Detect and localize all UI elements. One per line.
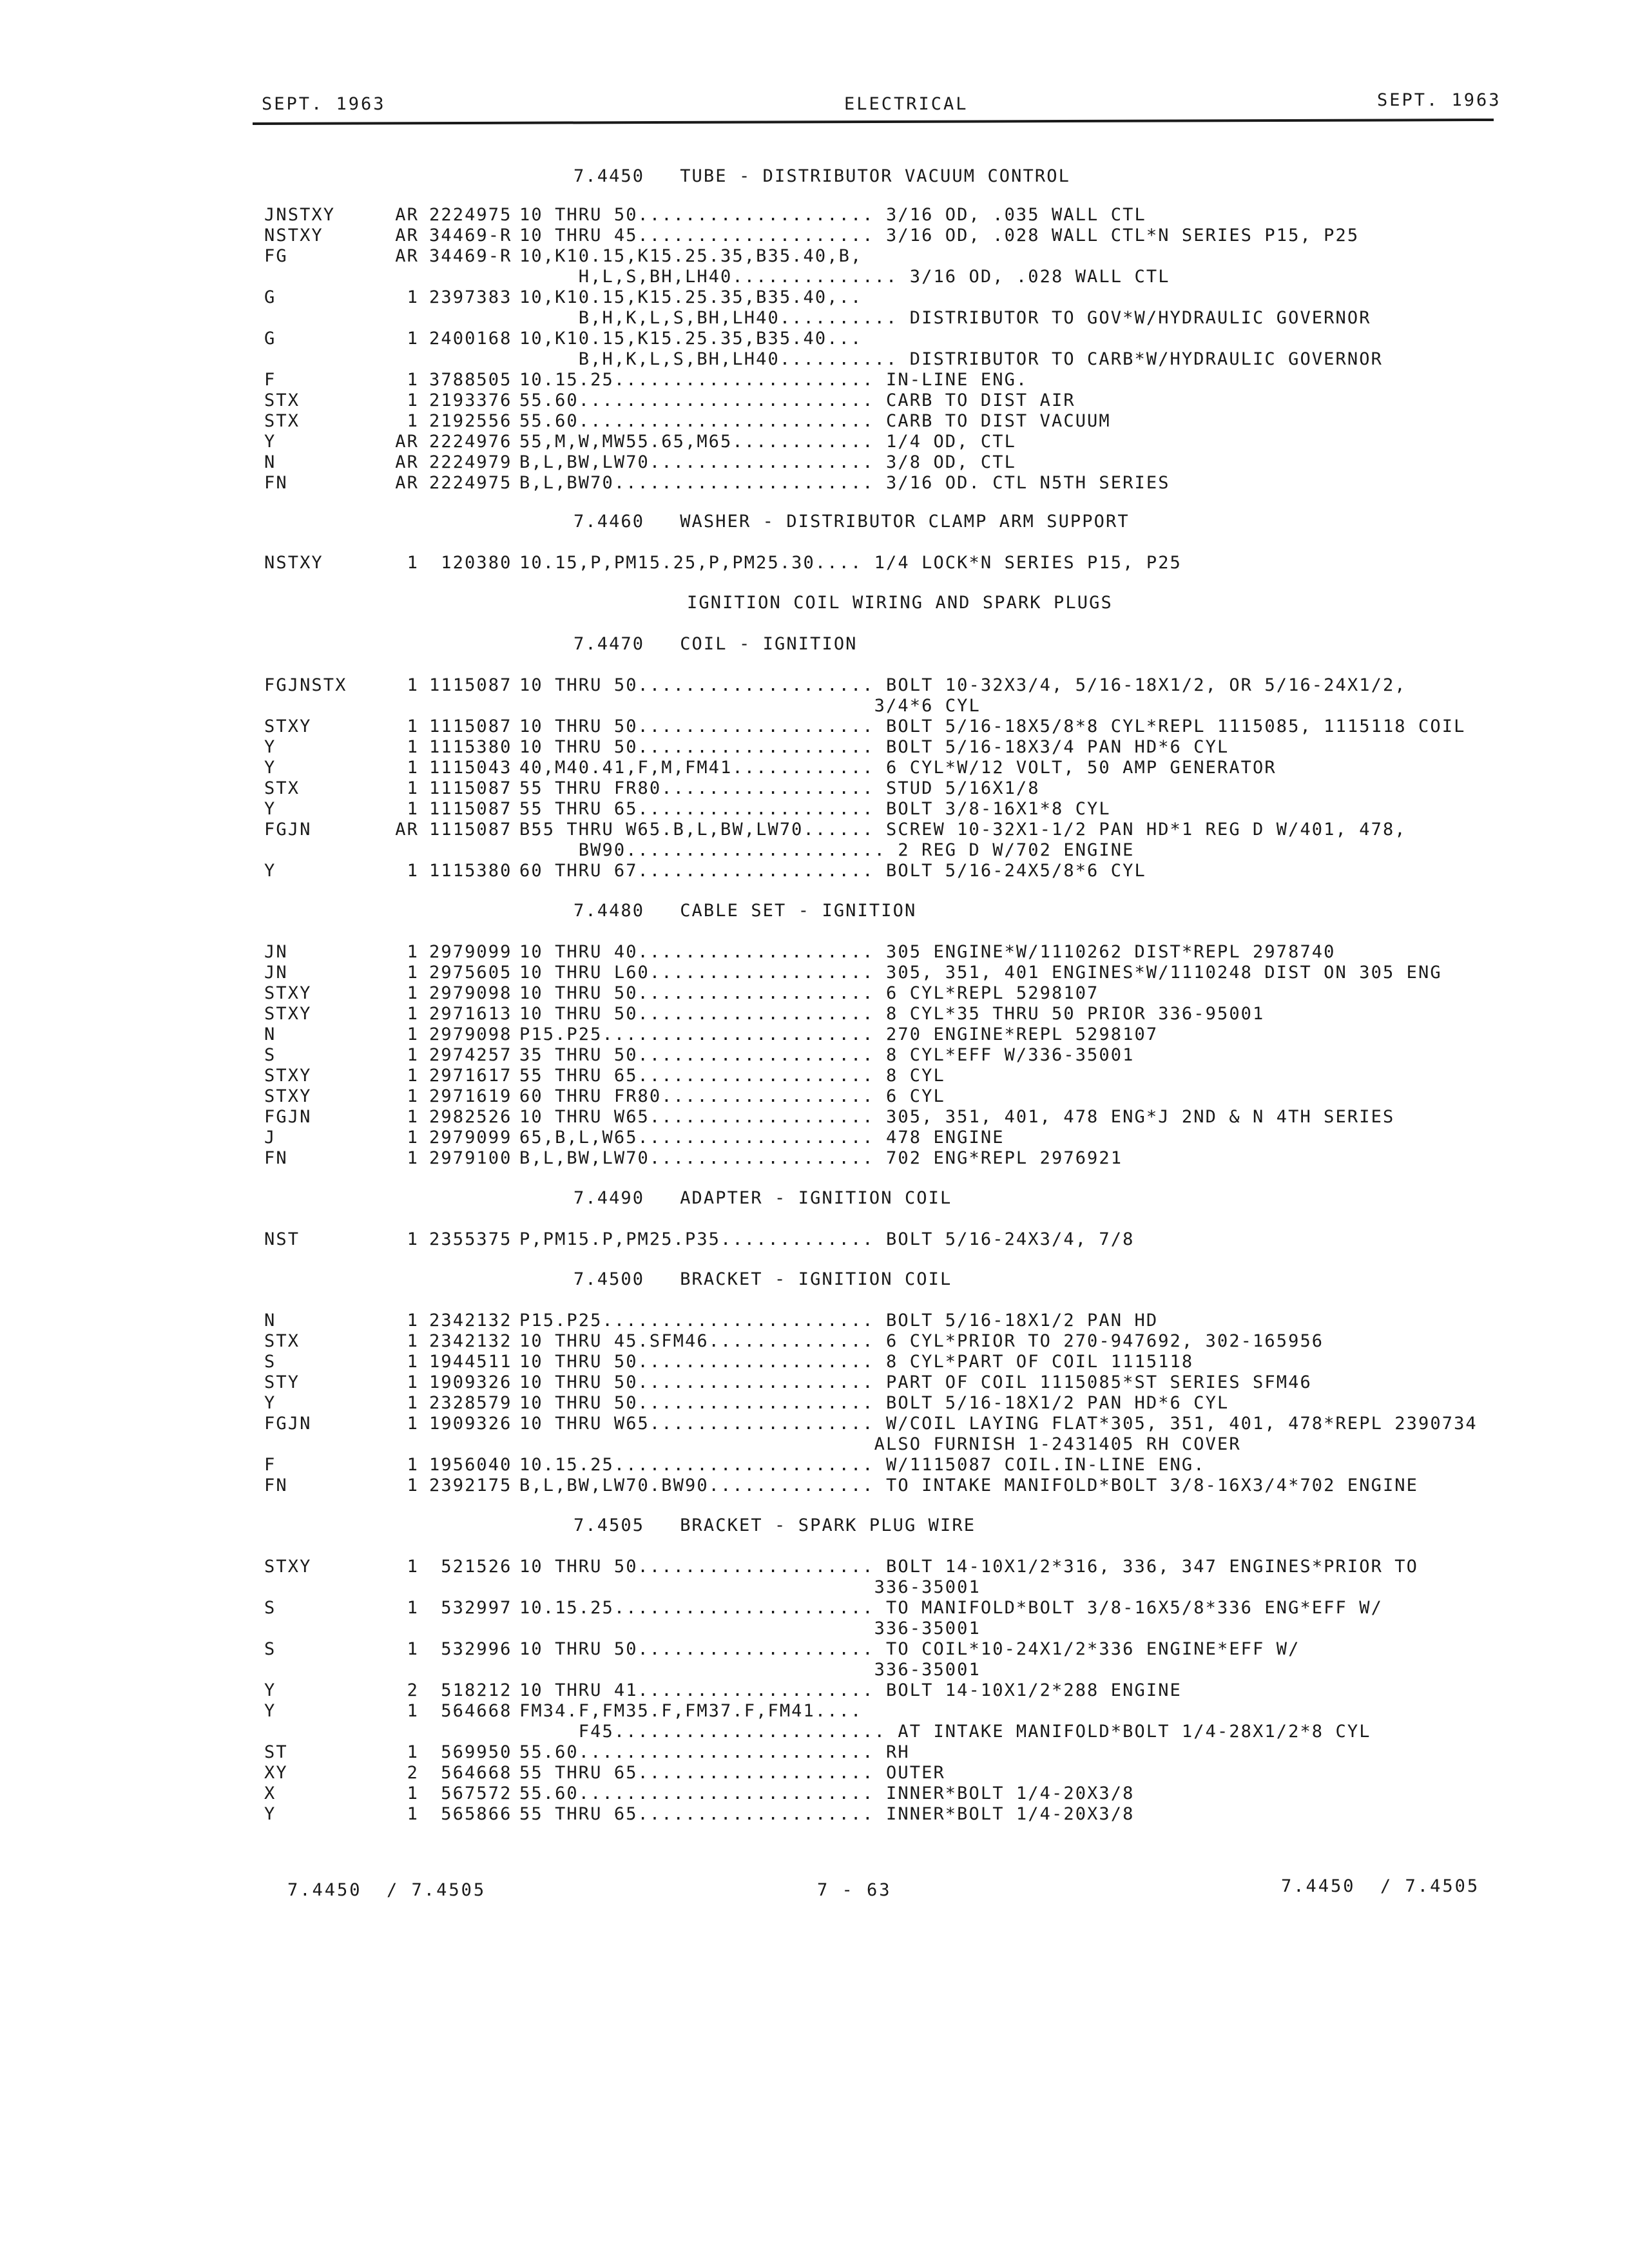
part-number: 518212 xyxy=(441,1680,512,1700)
usage-description: 10 THRU 50.................... PART OF COIL 1115085*ST SERIES SFM46 xyxy=(519,1372,1312,1392)
usage-description: B,L,BW,LW70................... 3/8 OD, CTL xyxy=(519,452,1016,472)
usage-description: 60 THRU 67.................... BOLT 5/16-24X5/8*6 CYL xyxy=(519,861,1146,881)
model-code: Y xyxy=(264,432,276,452)
usage-description: P,PM15.P,PM25.P35............. BOLT 5/16-24X3/4, 7/8 xyxy=(519,1229,1135,1249)
part-number: 120380 xyxy=(441,553,512,573)
usage-description: H,L,S,BH,LH40.............. 3/16 OD, .028 WALL CTL xyxy=(519,267,1170,287)
usage-description: 10 THRU 50.................... 3/16 OD, .035 WALL CTL xyxy=(519,205,1146,225)
usage-description: 10.15.25...................... IN-LINE ENG. xyxy=(519,370,1028,390)
part-number: 2224976 xyxy=(429,432,512,452)
part-number: 2971619 xyxy=(429,1086,512,1106)
part-number: 2974257 xyxy=(429,1045,512,1065)
quantity: 1 xyxy=(407,329,419,349)
usage-description: 10 THRU 50.................... TO COIL*10-24X1/2*336 ENGINE*EFF W/ xyxy=(519,1639,1300,1659)
usage-description: 10 THRU W65................... W/COIL LAYING FLAT*305, 351, 401, 478*REPL 2390734 xyxy=(519,1414,1478,1434)
quantity: 1 xyxy=(407,1004,419,1024)
part-number: 1115087 xyxy=(429,716,512,736)
section-heading-text: 7.4505 BRACKET - SPARK PLUG WIRE xyxy=(574,1515,976,1535)
model-code: NST xyxy=(264,1229,300,1249)
usage-description: B55 THRU W65.B,L,BW,LW70...... SCREW 10-32X1-1/2 PAN HD*1 REG D W/401, 478, xyxy=(519,820,1407,840)
model-code: FN xyxy=(264,473,288,493)
quantity: 1 xyxy=(407,1475,419,1495)
quantity: 1 xyxy=(407,1393,419,1413)
usage-description: 55 THRU 65.................... BOLT 3/8-16X1*8 CYL xyxy=(519,799,1111,819)
quantity: AR xyxy=(395,820,419,840)
usage-description: 10 THRU 50.................... 8 CYL*PART OF COIL 1115118 xyxy=(519,1352,1194,1372)
quantity: 1 xyxy=(407,1024,419,1044)
model-code: F xyxy=(264,1455,276,1475)
model-code: Y xyxy=(264,737,276,757)
model-code: XY xyxy=(264,1763,288,1783)
section-heading-text: 7.4470 COIL - IGNITION xyxy=(574,634,858,654)
usage-description: 10 THRU W65................... 305, 351, 401, 478 ENG*J 2ND & N 4TH SERIES xyxy=(519,1107,1395,1127)
usage-description: 10.15,P,PM15.25,P,PM25.30.... 1/4 LOCK*N SERIES P15, P25 xyxy=(519,553,1182,573)
usage-description: 10 THRU 45.SFM46.............. 6 CYL*PRIOR TO 270-947692, 302-165956 xyxy=(519,1331,1324,1351)
model-code: STXY xyxy=(264,983,312,1003)
usage-description: 336-35001 xyxy=(519,1619,981,1639)
quantity: 1 xyxy=(407,1066,419,1086)
part-number: 1115380 xyxy=(429,737,512,757)
part-number: 2355375 xyxy=(429,1229,512,1249)
model-code: ST xyxy=(264,1742,288,1762)
model-code: Y xyxy=(264,1701,276,1721)
quantity: 1 xyxy=(407,1229,419,1249)
usage-description: 55.60......................... CARB TO DIST VACUUM xyxy=(519,411,1111,431)
model-code: FGJN xyxy=(264,1414,312,1434)
quantity: AR xyxy=(395,473,419,493)
quantity: 1 xyxy=(407,1128,419,1148)
quantity: 1 xyxy=(407,716,419,736)
section-heading-text: 7.4460 WASHER - DISTRIBUTOR CLAMP ARM SUPPORT xyxy=(574,512,1130,532)
usage-description: B,L,BW70...................... 3/16 OD. CTL N5TH SERIES xyxy=(519,473,1170,493)
model-code: N xyxy=(264,452,276,472)
part-number: 569950 xyxy=(441,1742,512,1762)
usage-description: B,L,BW,LW70................... 702 ENG*REPL 2976921 xyxy=(519,1148,1123,1168)
quantity: 1 xyxy=(407,1086,419,1106)
model-code: FGJN xyxy=(264,820,312,840)
quantity: 1 xyxy=(407,553,419,573)
quantity: 1 xyxy=(407,799,419,819)
part-number: 2193376 xyxy=(429,390,512,410)
model-code: S xyxy=(264,1352,276,1372)
part-number: 2224975 xyxy=(429,473,512,493)
quantity: 1 xyxy=(407,1414,419,1434)
model-code: N xyxy=(264,1311,276,1331)
part-number: 1944511 xyxy=(429,1352,512,1372)
model-code: G xyxy=(264,329,276,349)
model-code: Y xyxy=(264,799,276,819)
part-number: 564668 xyxy=(441,1701,512,1721)
model-code: S xyxy=(264,1045,276,1065)
usage-description: 3/4*6 CYL xyxy=(519,696,981,716)
model-code: Y xyxy=(264,758,276,778)
part-number: 1909326 xyxy=(429,1414,512,1434)
part-number: 2975605 xyxy=(429,963,512,983)
quantity: 2 xyxy=(407,1763,419,1783)
usage-description: FM34.F,FM35.F,FM37.F,FM41.... xyxy=(519,1701,863,1721)
header-rule xyxy=(253,119,1494,125)
model-code: N xyxy=(264,1024,276,1044)
model-code: FN xyxy=(264,1475,288,1495)
part-number: 1115043 xyxy=(429,758,512,778)
model-code: G xyxy=(264,287,276,307)
model-code: JNSTXY xyxy=(264,205,336,225)
usage-description: 10 THRU 40.................... 305 ENGINE*W/1110262 DIST*REPL 2978740 xyxy=(519,942,1336,962)
quantity: 1 xyxy=(407,758,419,778)
usage-description: 55.60......................... CARB TO DIST AIR xyxy=(519,390,1075,410)
usage-description: ALSO FURNISH 1-2431405 RH COVER xyxy=(519,1434,1241,1454)
model-code: STX xyxy=(264,1331,300,1351)
part-number: 2979098 xyxy=(429,1024,512,1044)
quantity: AR xyxy=(395,452,419,472)
footer-range-left: 7.4450 / 7.4505 xyxy=(287,1880,487,1900)
model-code: FN xyxy=(264,1148,288,1168)
quantity: 1 xyxy=(407,1311,419,1331)
part-number: 3788505 xyxy=(429,370,512,390)
usage-description: 55.60......................... INNER*BOLT 1/4-20X3/8 xyxy=(519,1783,1135,1803)
part-number: 532997 xyxy=(441,1598,512,1618)
part-number: 2979100 xyxy=(429,1148,512,1168)
quantity: AR xyxy=(395,246,419,266)
part-number: 1115087 xyxy=(429,820,512,840)
model-code: STX xyxy=(264,390,300,410)
quantity: AR xyxy=(395,205,419,225)
usage-description: 65,B,L,W65.................... 478 ENGINE xyxy=(519,1128,1005,1148)
quantity: 1 xyxy=(407,1455,419,1475)
usage-description: 10 THRU 45.................... 3/16 OD, .028 WALL CTL*N SERIES P15, P25 xyxy=(519,226,1360,245)
model-code: STXY xyxy=(264,1557,312,1577)
part-number: 567572 xyxy=(441,1783,512,1803)
usage-description: B,H,K,L,S,BH,LH40.......... DISTRIBUTOR TO GOV*W/HYDRAULIC GOVERNOR xyxy=(519,308,1371,328)
part-number: 2979099 xyxy=(429,1128,512,1148)
part-number: 2397383 xyxy=(429,287,512,307)
part-number: 2400168 xyxy=(429,329,512,349)
model-code: STXY xyxy=(264,1066,312,1086)
model-code: X xyxy=(264,1783,276,1803)
part-number: 1115087 xyxy=(429,778,512,798)
quantity: 1 xyxy=(407,983,419,1003)
quantity: 1 xyxy=(407,287,419,307)
header-date-left: SEPT. 1963 xyxy=(262,94,386,114)
usage-description: 10 THRU L60................... 305, 351, 401 ENGINES*W/1110248 DIST ON 305 ENG xyxy=(519,963,1442,983)
quantity: 1 xyxy=(407,411,419,431)
usage-description: F45....................... AT INTAKE MANIFOLD*BOLT 1/4-28X1/2*8 CYL xyxy=(519,1722,1371,1742)
quantity: 2 xyxy=(407,1680,419,1700)
part-number: 2979099 xyxy=(429,942,512,962)
quantity: 1 xyxy=(407,778,419,798)
quantity: 1 xyxy=(407,1352,419,1372)
part-number: 1115380 xyxy=(429,861,512,881)
usage-description: 40,M40.41,F,M,FM41............ 6 CYL*W/12 VOLT, 50 AMP GENERATOR xyxy=(519,758,1277,778)
model-code: Y xyxy=(264,1804,276,1824)
quantity: 1 xyxy=(407,1107,419,1127)
model-code: S xyxy=(264,1598,276,1618)
model-code: STY xyxy=(264,1372,300,1392)
part-number: 2192556 xyxy=(429,411,512,431)
part-number: 2979098 xyxy=(429,983,512,1003)
model-code: STXY xyxy=(264,1004,312,1024)
header-section-title: ELECTRICAL xyxy=(844,94,969,114)
quantity: 1 xyxy=(407,1045,419,1065)
footer-range-right: 7.4450 / 7.4505 xyxy=(1281,1876,1480,1896)
usage-description: 10 THRU 50.................... BOLT 5/16-18X3/4 PAN HD*6 CYL xyxy=(519,737,1229,757)
quantity: AR xyxy=(395,432,419,452)
part-number: 2971617 xyxy=(429,1066,512,1086)
section-heading-text: 7.4480 CABLE SET - IGNITION xyxy=(574,901,917,921)
quantity: 1 xyxy=(407,737,419,757)
quantity: 1 xyxy=(407,942,419,962)
model-code: JN xyxy=(264,963,288,983)
quantity: 1 xyxy=(407,675,419,695)
part-number: 1115087 xyxy=(429,799,512,819)
part-number: 2328579 xyxy=(429,1393,512,1413)
section-heading-text: 7.4500 BRACKET - IGNITION COIL xyxy=(574,1269,952,1289)
section-heading-text: 7.4490 ADAPTER - IGNITION COIL xyxy=(574,1188,952,1208)
model-code: STX xyxy=(264,411,300,431)
usage-description: 10 THRU 50.................... 6 CYL*REPL 5298107 xyxy=(519,983,1099,1003)
model-code: F xyxy=(264,370,276,390)
quantity: AR xyxy=(395,226,419,245)
part-number: 2971613 xyxy=(429,1004,512,1024)
model-code: J xyxy=(264,1128,276,1148)
part-number: 2982526 xyxy=(429,1107,512,1127)
part-number: 1956040 xyxy=(429,1455,512,1475)
part-number: 564668 xyxy=(441,1763,512,1783)
usage-description: B,L,BW,LW70.BW90.............. TO INTAKE MANIFOLD*BOLT 3/8-16X3/4*702 ENGINE xyxy=(519,1475,1419,1495)
usage-description: 10 THRU 50.................... BOLT 5/16-18X5/8*8 CYL*REPL 1115085, 1115118 COIL xyxy=(519,716,1466,736)
usage-description: 10 THRU 50.................... BOLT 14-10X1/2*316, 336, 347 ENGINES*PRIOR TO xyxy=(519,1557,1419,1577)
usage-description: 60 THRU FR80.................. 6 CYL xyxy=(519,1086,945,1106)
model-code: Y xyxy=(264,861,276,881)
section-heading-text: IGNITION COIL WIRING AND SPARK PLUGS xyxy=(687,593,1113,613)
quantity: 1 xyxy=(407,370,419,390)
part-number: 1909326 xyxy=(429,1372,512,1392)
usage-description: 55 THRU 65.................... 8 CYL xyxy=(519,1066,945,1086)
usage-description: 35 THRU 50.................... 8 CYL*EFF W/336-35001 xyxy=(519,1045,1135,1065)
part-number: 2224975 xyxy=(429,205,512,225)
usage-description: B,H,K,L,S,BH,LH40.......... DISTRIBUTOR TO CARB*W/HYDRAULIC GOVERNOR xyxy=(519,349,1383,369)
quantity: 1 xyxy=(407,1598,419,1618)
model-code: Y xyxy=(264,1680,276,1700)
quantity: 1 xyxy=(407,390,419,410)
part-number: 532996 xyxy=(441,1639,512,1659)
usage-description: 10.15.25...................... W/1115087 COIL.IN-LINE ENG. xyxy=(519,1455,1206,1475)
part-number: 2392175 xyxy=(429,1475,512,1495)
usage-description: 10,K10.15,K15.25.35,B35.40,.. xyxy=(519,287,863,307)
usage-description: 10,K10.15,K15.25.35,B35.40,B, xyxy=(519,246,863,266)
model-code: FGJN xyxy=(264,1107,312,1127)
quantity: 1 xyxy=(407,1148,419,1168)
usage-description: 10 THRU 50.................... BOLT 10-32X3/4, 5/16-18X1/2, OR 5/16-24X1/2, xyxy=(519,675,1407,695)
usage-description: 55 THRU 65.................... OUTER xyxy=(519,1763,945,1783)
model-code: STXY xyxy=(264,1086,312,1106)
model-code: NSTXY xyxy=(264,553,323,573)
model-code: STXY xyxy=(264,716,312,736)
usage-description: 336-35001 xyxy=(519,1660,981,1680)
part-number: 565866 xyxy=(441,1804,512,1824)
usage-description: 10.15.25...................... TO MANIFOLD*BOLT 3/8-16X5/8*336 ENG*EFF W/ xyxy=(519,1598,1383,1618)
usage-description: BW90...................... 2 REG D W/702 ENGINE xyxy=(519,840,1135,860)
usage-description: 10,K10.15,K15.25.35,B35.40... xyxy=(519,329,863,349)
quantity: 1 xyxy=(407,1557,419,1577)
part-number: 1115087 xyxy=(429,675,512,695)
part-number: 2342132 xyxy=(429,1331,512,1351)
footer-page-number: 7 - 63 xyxy=(817,1880,892,1900)
usage-description: 10 THRU 50.................... BOLT 5/16-18X1/2 PAN HD*6 CYL xyxy=(519,1393,1229,1413)
part-number: 34469-R xyxy=(429,246,512,266)
model-code: FGJNSTX xyxy=(264,675,347,695)
model-code: JN xyxy=(264,942,288,962)
usage-description: 55,M,W,MW55.65,M65............ 1/4 OD, CTL xyxy=(519,432,1016,452)
part-number: 2224979 xyxy=(429,452,512,472)
model-code: STX xyxy=(264,778,300,798)
part-number: 521526 xyxy=(441,1557,512,1577)
quantity: 1 xyxy=(407,1701,419,1721)
usage-description: P15.P25....................... 270 ENGINE*REPL 5298107 xyxy=(519,1024,1159,1044)
quantity: 1 xyxy=(407,1804,419,1824)
usage-description: 55 THRU 65.................... INNER*BOLT 1/4-20X3/8 xyxy=(519,1804,1135,1824)
quantity: 1 xyxy=(407,861,419,881)
quantity: 1 xyxy=(407,1639,419,1659)
section-heading-text: 7.4450 TUBE - DISTRIBUTOR VACUUM CONTROL xyxy=(574,166,1070,186)
model-code: Y xyxy=(264,1393,276,1413)
usage-description: 55.60......................... RH xyxy=(519,1742,910,1762)
quantity: 1 xyxy=(407,1372,419,1392)
usage-description: 10 THRU 50.................... 8 CYL*35 THRU 50 PRIOR 336-95001 xyxy=(519,1004,1265,1024)
part-number: 34469-R xyxy=(429,226,512,245)
usage-description: 55 THRU FR80.................. STUD 5/16X1/8 xyxy=(519,778,1040,798)
usage-description: 10 THRU 41.................... BOLT 14-10X1/2*288 ENGINE xyxy=(519,1680,1182,1700)
model-code: S xyxy=(264,1639,276,1659)
part-number: 2342132 xyxy=(429,1311,512,1331)
quantity: 1 xyxy=(407,1742,419,1762)
quantity: 1 xyxy=(407,1331,419,1351)
model-code: NSTXY xyxy=(264,226,323,245)
model-code: FG xyxy=(264,246,288,266)
usage-description: P15.P25....................... BOLT 5/16-18X1/2 PAN HD xyxy=(519,1311,1159,1331)
quantity: 1 xyxy=(407,963,419,983)
quantity: 1 xyxy=(407,1783,419,1803)
usage-description: 336-35001 xyxy=(519,1577,981,1597)
header-date-right: SEPT. 1963 xyxy=(1377,90,1501,110)
